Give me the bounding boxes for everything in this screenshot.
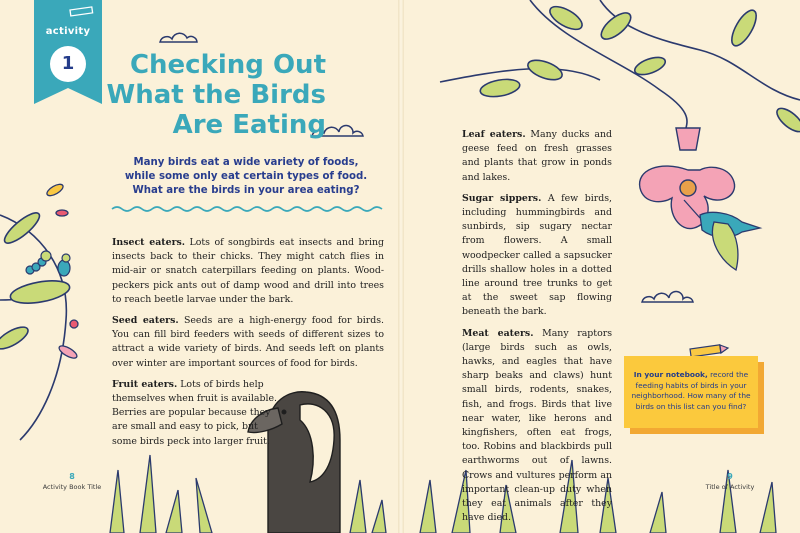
intro-line: while some only eat certain types of food. (124, 171, 368, 182)
activity-number: 1 (61, 53, 75, 74)
folio-label: Title of Activity (705, 483, 755, 491)
paragraph-text: Seeds are a high-energy food for birds. You can fill bird feeders with seeds of different sizes to attract a wide variety of birds. And seeds left on plants over winter are important sources of food for birds. (112, 315, 384, 369)
paragraph-heading: Insect eaters. (112, 237, 186, 248)
paragraph-text: Many ducks and geese feed on fresh grasses and plants that grow in ponds and lakes. (462, 129, 612, 183)
title-line: Checking Out (129, 50, 326, 80)
title-line: Are Eating (172, 110, 326, 140)
grass-illustration (110, 455, 386, 533)
paragraph-heading: Leaf eaters. (462, 129, 526, 140)
page-title (104, 50, 326, 140)
vine-illustration (440, 0, 800, 136)
bird-illustration (58, 254, 70, 276)
activity-badge (34, 0, 102, 104)
paragraph-heading: Seed eaters. (112, 315, 179, 327)
body-paragraph (462, 192, 612, 320)
page-number: 9 (727, 472, 733, 481)
note-lead: In your notebook, (633, 370, 708, 379)
book-gutter (398, 0, 404, 533)
body-paragraph (112, 378, 282, 449)
body-paragraph (112, 314, 384, 371)
right-body-column (462, 128, 612, 532)
body-paragraph (462, 128, 612, 185)
left-body-column (112, 236, 384, 456)
title-line: What the Birds (106, 80, 326, 110)
intro-line: What are the birds in your area eating? (132, 185, 360, 196)
paragraph-heading: Sugar sippers. (462, 192, 542, 204)
notebook-note-text (628, 370, 754, 412)
paragraph-text: Many raptors (large birds such as owls, hawks, and eagles that have sharp beaks and claws) hunt small birds, rodents, snakes, fish, and frogs. Birds that live near water, like herons and kingfishers, often eat frogs, too. Robins and blackbirds pull earthworms out of lawns. Crows and vultures perform an important clean-up duty when they eat animals after they have died. (462, 327, 613, 524)
paragraph-text: Lots of birds help themselves when fruit is available. Berries are popular because they are small and easy to pick, but some birds peck into larger fruit. (112, 378, 277, 447)
paragraph-text: A few birds, including hummingbirds and sunbirds, sip sugary nectar from flowers. A small woodpecker called a sapsucker drills shallow holes in a dotted line around tree trunks to get at the sweet sap flowing beneath the bark. (462, 192, 612, 318)
vine-illustration (0, 208, 71, 440)
body-paragraph (462, 327, 612, 526)
left-folio (42, 472, 102, 491)
intro-line: Many birds eat a wide variety of foods, (133, 157, 359, 168)
right-folio (700, 472, 760, 491)
activity-label: activity (45, 26, 91, 37)
page-number: 8 (69, 472, 75, 481)
paragraph-heading: Fruit eaters. (112, 378, 178, 390)
caterpillar-illustration (26, 251, 51, 274)
body-paragraph (112, 236, 384, 307)
wave-divider (112, 207, 382, 211)
intro-text (112, 156, 380, 198)
folio-label: Activity Book Title (42, 483, 102, 491)
paragraph-heading: Meat eaters. (462, 327, 534, 339)
note-body: record the feeding habits of birds in your neighborhood. How many of the birds on this list can you find? (631, 370, 751, 411)
paragraph-text: Lots of songbirds eat insects and bring insects back to their chicks. They might catch flies in mid-air or snatch caterpillars feeding on plants. Wood-peckers pick ants out of damp wood and drill into trees to reach beetle larvae under the bark. (112, 237, 385, 305)
